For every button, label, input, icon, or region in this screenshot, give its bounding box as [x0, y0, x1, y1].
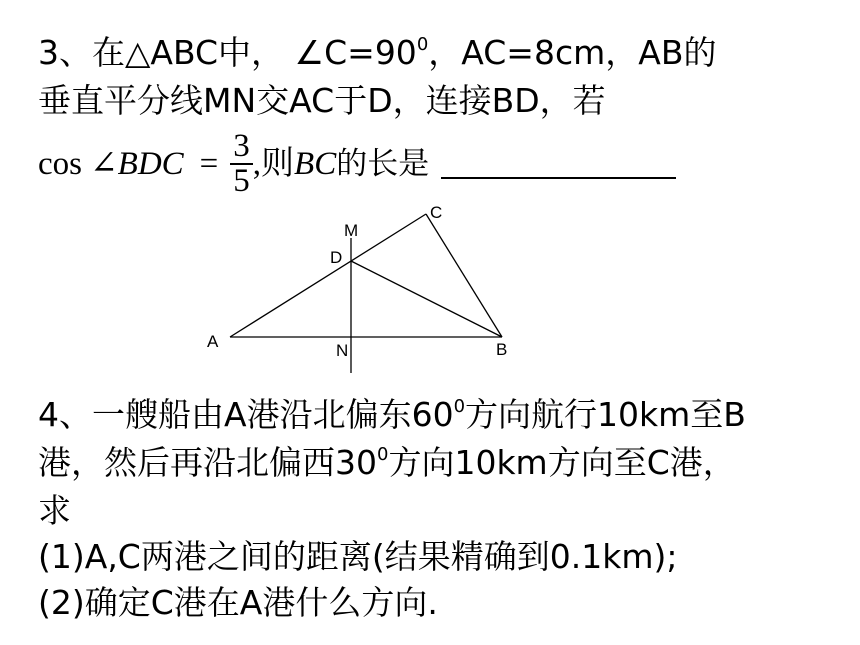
label-A: A: [207, 332, 219, 351]
cos-text: cos: [38, 145, 82, 182]
q4-line-4: (1)A,C两港之间的距离(结果精确到0.1km);: [38, 537, 678, 576]
q3-line-1-end: ，AC=8cm，AB的: [428, 33, 717, 72]
label-N: N: [336, 341, 349, 360]
q4-line-2-end: 方向10km方向至C港，: [388, 443, 736, 482]
label-B: B: [496, 340, 508, 359]
q3-line-1-start: 3、在△ABC中， ∠C=90: [38, 33, 417, 72]
q4-line-3: 求: [38, 491, 71, 530]
q4-line-5: (2)确定C港在A港什么方向.: [38, 583, 438, 622]
label-M: M: [344, 221, 359, 240]
segment-BD: [351, 261, 502, 337]
q4-line-1-start: 4、一艘船由A港沿北偏东60: [38, 395, 454, 434]
fraction-numerator: 3: [230, 130, 253, 165]
angle-symbol: ∠: [90, 145, 118, 182]
label-C: C: [430, 203, 443, 222]
length-is-text: 的长是: [336, 145, 430, 182]
equals-sign: =: [199, 145, 219, 182]
q4-line-2-start: 港，然后再沿北偏西30: [38, 443, 377, 482]
then-text: ,则: [252, 145, 295, 182]
q3-line-2: 垂直平分线MN交AC于D，连接BD，若: [38, 81, 606, 120]
segment-AC: [230, 214, 426, 337]
q4-line-1-end: 方向航行10km至B: [465, 395, 746, 434]
q3-degree-mark: 0: [416, 34, 429, 55]
q4-line-1: [38, 395, 746, 434]
label-D: D: [330, 248, 343, 267]
q4-degree-mark-2: 0: [377, 444, 389, 465]
q4-degree-mark-1: 0: [453, 396, 466, 417]
fraction-denominator: 5: [233, 163, 250, 199]
bc-text: BC: [294, 145, 337, 182]
bdc-text: BDC: [117, 145, 184, 182]
q4-line-2: [38, 443, 736, 482]
